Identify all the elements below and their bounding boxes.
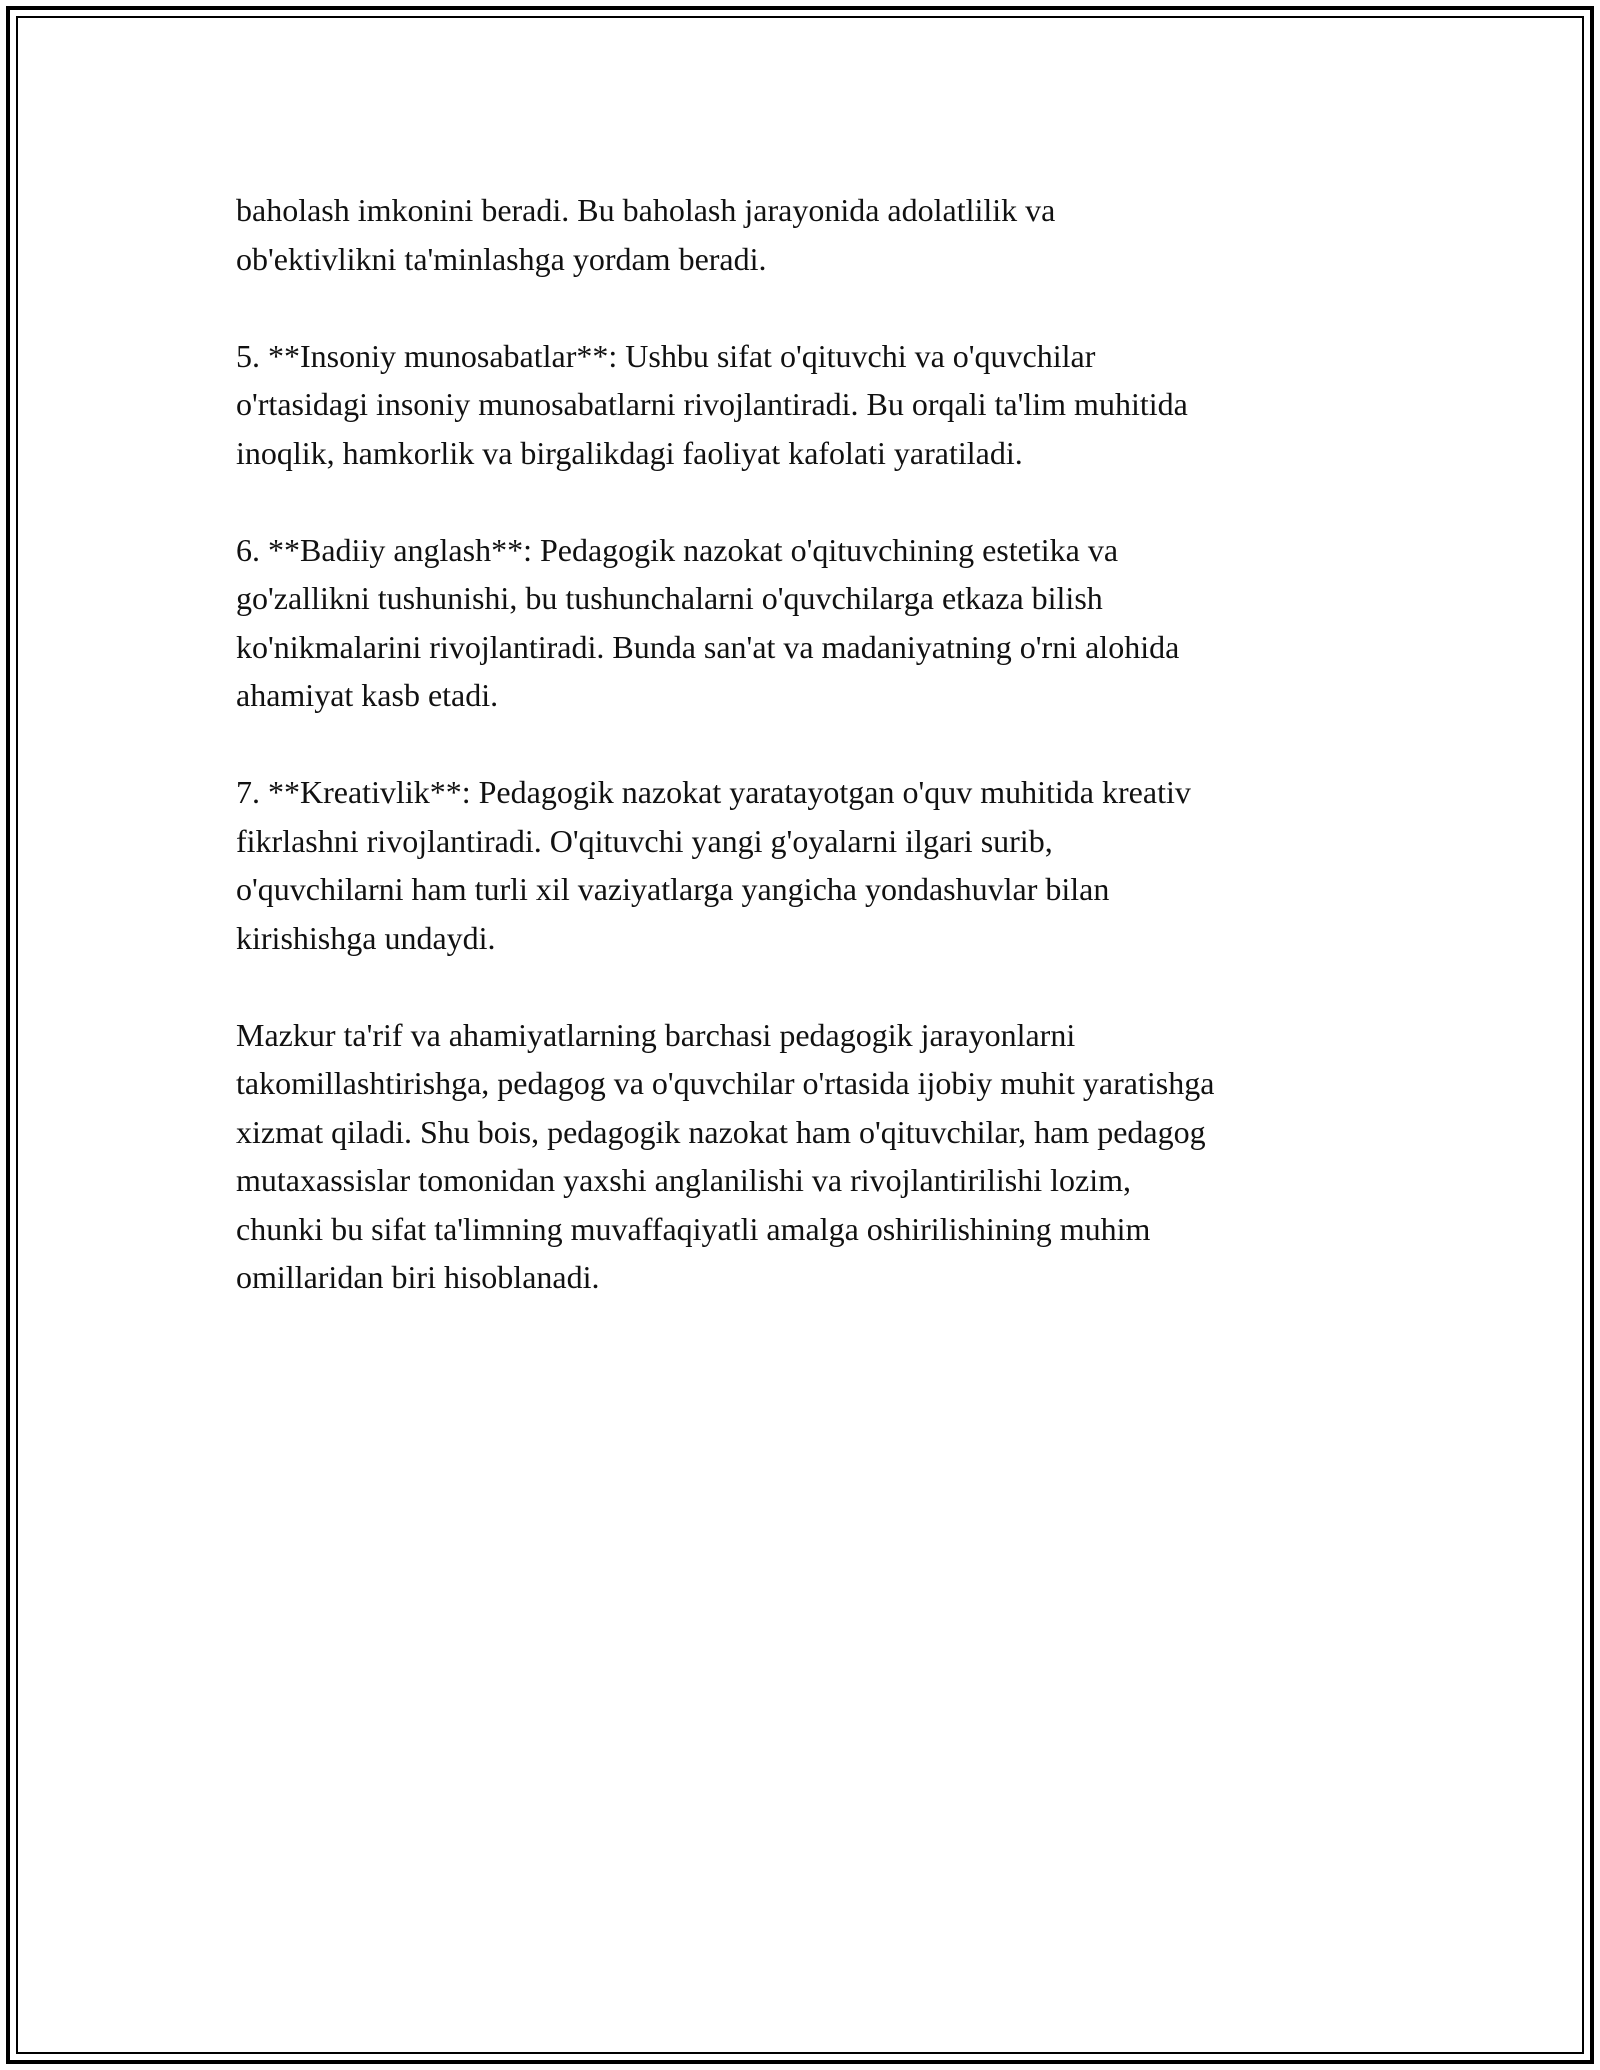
- paragraph-item-6: [236, 526, 1386, 720]
- document-body: [236, 186, 1386, 1350]
- text-line: ob'ektivlikni ta'minlashga yordam beradi.: [236, 240, 767, 277]
- paragraph-continuation: [236, 186, 1386, 283]
- text-line: ahamiyat kasb etadi.: [236, 677, 499, 713]
- text-line: o'quvchilarni ham turli xil vaziyatlarga yangicha yondashuvlar bilan: [236, 871, 1110, 907]
- text-line: inoqlik, hamkorlik va birgalikdagi faoliyat kafolati yaratiladi.: [236, 434, 1023, 471]
- text-line: omillaridan biri hisoblanadi.: [236, 1259, 600, 1295]
- text-line: 6. **Badiiy anglash**: Pedagogik nazokat o'qituvchining estetika va: [236, 531, 1119, 568]
- paragraph-item-7: [236, 768, 1386, 962]
- text-line: takomillashtirishga, pedagog va o'quvchilar o'rtasida ijobiy muhit yaratishga: [236, 1065, 1215, 1101]
- paragraph-conclusion: [236, 1011, 1386, 1302]
- text-line: Mazkur ta'rif va ahamiyatlarning barchasi pedagogik jarayonlarni: [236, 1016, 1076, 1053]
- text-line: go'zallikni tushunishi, bu tushunchalarni o'quvchilarga etkaza bilish: [236, 580, 1103, 616]
- text-line: 7. **Kreativlik**: Pedagogik nazokat yaratayotgan o'quv muhitida kreativ: [236, 774, 1191, 810]
- text-line: ko'nikmalarini rivojlantiradi. Bunda san'at va madaniyatning o'rni alohida: [236, 628, 1180, 665]
- text-line: fikrlashni rivojlantiradi. O'qituvchi yangi g'oyalarni ilgari surib,: [236, 822, 1053, 859]
- text-line: xizmat qiladi. Shu bois, pedagogik nazokat ham o'qituvchilar, ham pedagog: [236, 1113, 1206, 1150]
- text-line: o'rtasidagi insoniy munosabatlarni rivojlantiradi. Bu orqali ta'lim muhitida: [236, 386, 1188, 422]
- text-line: chunki bu sifat ta'limning muvaffaqiyatli amalga oshirilishining muhim: [236, 1210, 1151, 1247]
- text-line: baholash imkonini beradi. Bu baholash jarayonida adolatlilik va: [236, 192, 1056, 228]
- text-line: 5. **Insoniy munosabatlar**: Ushbu sifat o'qituvchi va o'quvchilar: [236, 337, 1096, 374]
- text-line: mutaxassislar tomonidan yaxshi anglanilishi va rivojlantirilishi lozim,: [236, 1162, 1131, 1198]
- paragraph-item-5: [236, 332, 1386, 478]
- text-line: kirishishga undaydi.: [236, 919, 496, 956]
